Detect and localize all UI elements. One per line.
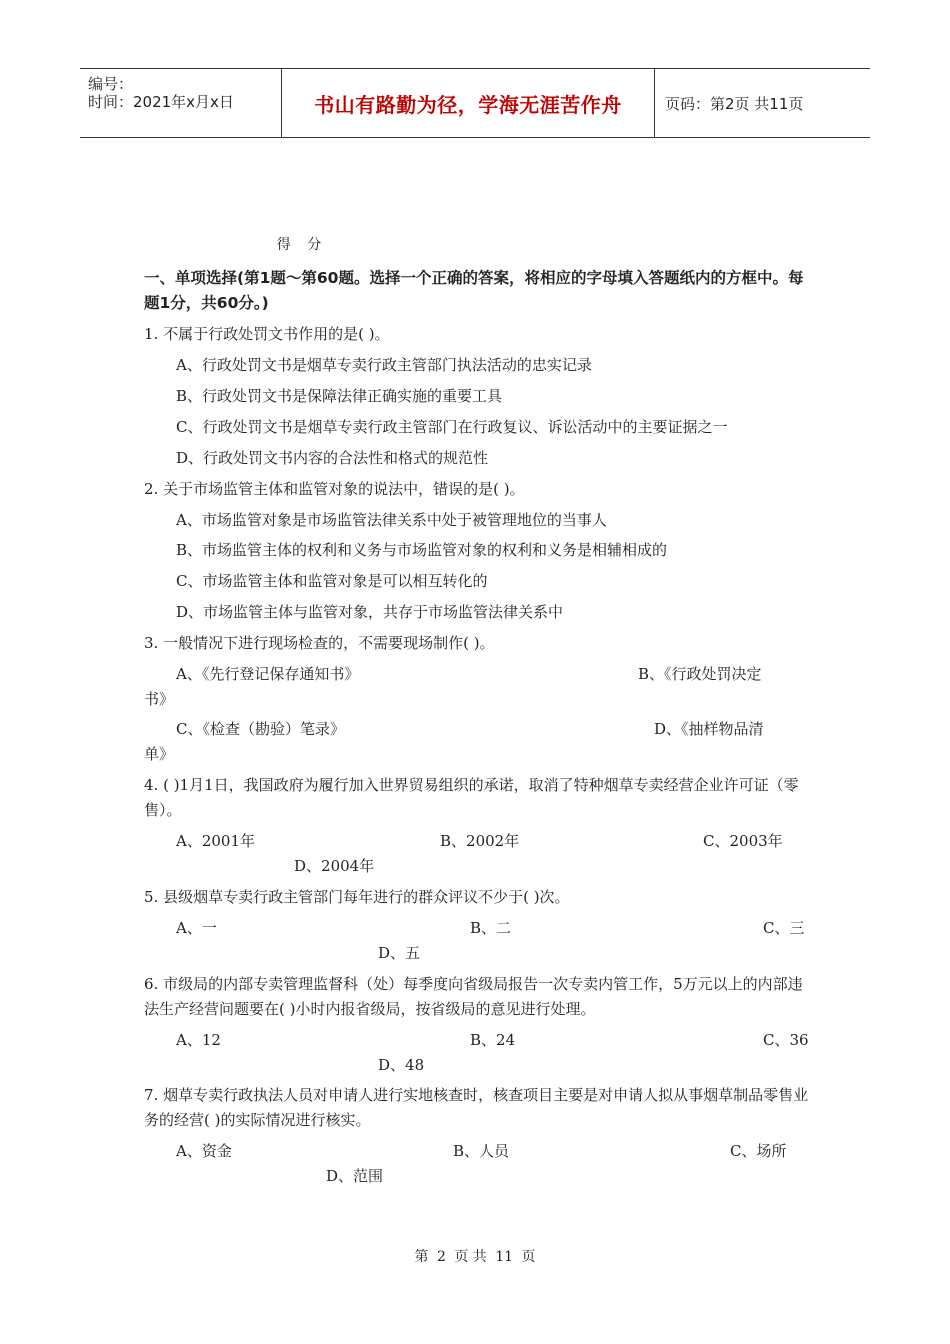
score-cell	[0, 150, 118, 225]
question-option: B、二	[470, 919, 512, 937]
header-motto-cell	[282, 69, 655, 137]
section-title: 一、单项选择(第1题～第60题。选择一个正确的答案，将相应的字母填入答题纸内的方框中。每题1分，共60分。)	[144, 269, 804, 312]
question-stem: 2. 关于市场监管主体和监管对象的说法中，错误的是( )。	[144, 480, 525, 498]
question-option: A、行政处罚文书是烟草专卖行政主管部门执法活动的忠实记录	[176, 356, 592, 374]
question-option: C、市场监管主体和监管对象是可以相互转化的	[176, 572, 488, 590]
question-option: D、范围	[326, 1167, 384, 1185]
score-cell	[0, 0, 86, 75]
question-option: D、《抽样物品清	[654, 720, 764, 738]
question-option: B、2002年	[440, 832, 520, 850]
footer-suffix: 页	[521, 1249, 536, 1265]
number-label: 编号：	[88, 75, 134, 93]
footer-mid: 页 共	[454, 1249, 487, 1265]
question-option: B、24	[470, 1031, 516, 1049]
question-stem: 5. 县级烟草专卖行政主管部门每年进行的群众评议不少于( )次。	[144, 888, 570, 906]
question-stem: 3. 一般情况下进行现场检查的，不需要现场制作( )。	[144, 634, 495, 652]
page-footer	[0, 1246, 950, 1266]
question-option: B、行政处罚文书是保障法律正确实施的重要工具	[176, 387, 503, 405]
question-option-wrap: 书》	[144, 690, 175, 708]
header-motto: 书山有路勤为径，学海无涯苦作舟	[314, 92, 622, 117]
score-cell	[0, 225, 120, 300]
question-option: D、五	[378, 944, 421, 962]
question-option: A、《先行登记保存通知书》	[176, 665, 360, 683]
date-line: 时间：2021年x月x日	[88, 93, 234, 111]
question-option: C、场所	[730, 1142, 787, 1160]
header-page-info: 页码：第2页 共11页	[665, 94, 804, 113]
question-option: C、2003年	[703, 832, 783, 850]
score-label: 得 分	[276, 237, 328, 253]
question-option: A、12	[176, 1031, 221, 1049]
question-option: C、《检查（勘验）笔录》	[176, 720, 345, 738]
question-option: D、市场监管主体与监管对象，共存于市场监管法律关系中	[176, 603, 564, 621]
question-option: A、资金	[176, 1142, 232, 1160]
footer-total: 11	[495, 1249, 514, 1265]
footer-page: 2	[436, 1249, 446, 1265]
score-cell	[0, 300, 86, 336]
question-option: C、行政处罚文书是烟草专卖行政主管部门在行政复议、诉讼活动中的主要证据之一	[176, 418, 728, 436]
question-stem: 4. ( )1月1日，我国政府为履行加入世界贸易组织的承诺，取消了特种烟草专卖经营企业许可证（零售）。	[144, 776, 799, 819]
question-option: B、人员	[453, 1142, 510, 1160]
question-stem: 1. 不属于行政处罚文书作用的是( )。	[144, 325, 390, 343]
footer-prefix: 第	[414, 1249, 429, 1265]
score-cell	[0, 336, 118, 372]
question-option: A、2001年	[176, 832, 256, 850]
page-header	[80, 68, 870, 138]
question-stem: 7. 烟草专卖行政执法人员对申请人进行实地核查时，核查项目主要是对申请人拟从事烟草制品零售业务的经营( )的实际情况进行核实。	[144, 1086, 809, 1129]
question-option: B、市场监管主体的权利和义务与市场监管对象的权利和义务是相辅相成的	[176, 541, 668, 559]
question-option: C、三	[763, 919, 805, 937]
question-option: C、36	[763, 1031, 809, 1049]
question-stem: 6. 市级局的内部专卖管理监督科（处）每季度向省级局报告一次专卖内管工作，5万元以上的内部违法生产经营问题要在( )小时内报省级局，按省级局的意见进行处理。	[144, 975, 803, 1018]
question-option: D、48	[378, 1056, 425, 1074]
score-table	[0, 0, 950, 372]
question-option: A、市场监管对象是市场监管法律关系中处于被管理地位的当事人	[176, 511, 607, 529]
question-option: A、一	[176, 919, 217, 937]
question-option: B、《行政处罚决定	[638, 665, 762, 683]
question-option-wrap: 单》	[144, 745, 175, 763]
question-option: D、行政处罚文书内容的合法性和格式的规范性	[176, 449, 489, 467]
header-left	[80, 69, 282, 137]
question-option: D、2004年	[294, 857, 375, 875]
